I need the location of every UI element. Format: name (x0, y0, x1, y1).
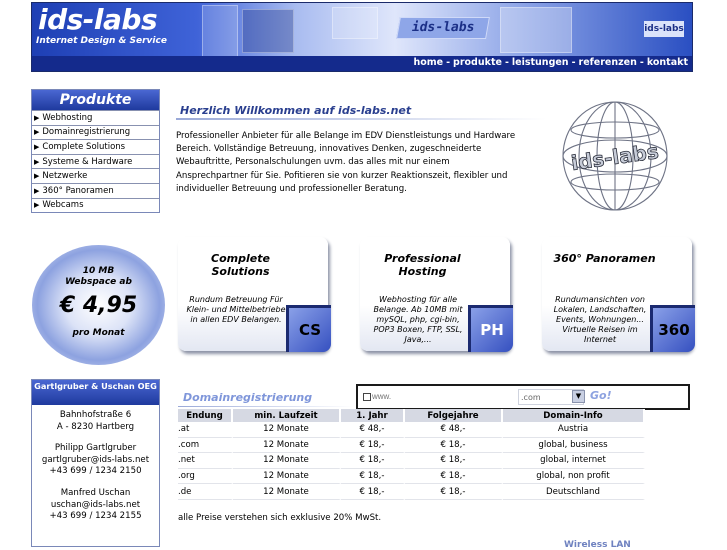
table-row (178, 484, 645, 500)
cell-following-years: € 18,- (405, 438, 503, 454)
product-item-complete-solutions[interactable]: ▶ Complete Solutions (32, 139, 159, 154)
contact-city: A - 8230 Hartberg (56, 421, 135, 432)
nav-separator: - (446, 57, 451, 68)
promo-line1: 10 MB (82, 266, 115, 276)
promo-line2: Webspace ab (65, 277, 132, 287)
cell-term: 12 Monate (233, 438, 341, 454)
nav-separator: - (639, 57, 644, 68)
checkbox-icon[interactable] (363, 393, 371, 401)
contact-name: Manfred Uschan (60, 487, 131, 498)
arrow-right-icon: ▶ (34, 157, 40, 166)
product-item-systeme-hardware[interactable]: ▶ Systeme & Hardware (32, 154, 159, 169)
card-badge: 360 (650, 305, 695, 352)
price-note: alle Preise verstehen sich exklusive 20% MwSt. (178, 513, 382, 523)
contact-details (32, 405, 159, 523)
cell-info: global, business (503, 438, 645, 454)
card-badge: PH (468, 305, 513, 352)
card-title: Complete Solutions (211, 252, 270, 278)
table-row (178, 438, 645, 454)
promo-line3: pro Monat (72, 328, 125, 338)
nav-separator: - (504, 57, 509, 68)
table-header (178, 409, 645, 422)
cell-info: Austria (503, 422, 645, 438)
card-title: 360° Panoramen (553, 252, 656, 265)
card-360-panoramen[interactable] (542, 237, 692, 351)
cell-term: 12 Monate (233, 422, 341, 438)
card-complete-solutions[interactable] (178, 237, 328, 351)
card-badge: CS (286, 305, 331, 352)
globe-label: ids-labs (569, 139, 661, 176)
tld-select[interactable]: .com (518, 389, 584, 405)
cell-term: 12 Monate (233, 484, 341, 500)
card-professional-hosting[interactable] (360, 237, 510, 351)
nav-referenzen[interactable]: referenzen (578, 57, 637, 68)
chevron-down-icon[interactable]: ▼ (572, 390, 585, 403)
card-title: Professional Hosting (384, 252, 461, 278)
nav-leistungen[interactable]: leistungen (511, 57, 569, 68)
nav-kontakt[interactable]: kontakt (646, 57, 688, 68)
product-item-webhosting[interactable]: ▶ Webhosting (32, 110, 159, 125)
site-logo[interactable]: ids-labs (38, 3, 158, 36)
cell-info: Deutschland (503, 484, 645, 500)
banner-graphic (242, 9, 294, 53)
card-text: Webhosting für alle Belange. Ab 10MB mit mySQL, php, cgi-bin, POP3 Boxen, FTP, SSL, Java,... (373, 295, 463, 344)
cell-tld: .com (178, 438, 233, 454)
welcome-title: Herzlich Willkommen auf ids-labs.net (180, 104, 412, 117)
nav-produkte[interactable]: produkte (453, 57, 502, 68)
card-text: Rundum Betreuung Für Klein- und Mittelbetriebe in allen EDV Belangen. (186, 295, 286, 324)
column-header: Domain-Info (503, 409, 645, 422)
card-text: Rundumansichten von Lokalen, Landschaften, Events, Wohnungen... Virtuelle Reisen im Internet (553, 295, 647, 344)
cell-following-years: € 48,- (405, 422, 503, 438)
domain-input[interactable] (372, 389, 512, 403)
cell-tld: .net (178, 453, 233, 469)
divider (178, 406, 353, 407)
cell-first-year: € 18,- (341, 453, 405, 469)
domain-title: Domainregistrierung (183, 391, 313, 404)
arrow-right-icon: ▶ (34, 172, 40, 181)
cell-first-year: € 18,- (341, 438, 405, 454)
cell-first-year: € 48,- (341, 422, 405, 438)
header-banner (31, 2, 693, 72)
wireless-lan-link[interactable]: Wireless LAN (564, 540, 631, 550)
cell-tld: .org (178, 469, 233, 485)
cell-info: global, non profit (503, 469, 645, 485)
banner-graphic (500, 7, 572, 53)
go-button[interactable]: Go! (590, 389, 612, 402)
column-header: min. Laufzeit (233, 409, 341, 422)
cell-following-years: € 18,- (405, 453, 503, 469)
domain-search-form (356, 384, 690, 410)
arrow-right-icon: ▶ (34, 142, 40, 151)
table-row (178, 422, 645, 438)
promo-price: € 4,95 (59, 293, 138, 318)
cell-following-years: € 18,- (405, 469, 503, 485)
products-menu (31, 89, 160, 213)
arrow-right-icon: ▶ (34, 113, 40, 122)
contact-phone: +43 699 / 1234 2155 (49, 511, 142, 522)
top-nav (413, 57, 688, 68)
contact-email[interactable]: gartlgruber@ids-labs.net (41, 454, 150, 465)
nav-home[interactable]: home (413, 57, 444, 68)
top-nav-bar (32, 56, 692, 71)
cell-tld: .de (178, 484, 233, 500)
contact-company: Gartlgruber & Uschan OEG (32, 380, 159, 405)
cell-following-years: € 18,- (405, 484, 503, 500)
cell-term: 12 Monate (233, 469, 341, 485)
product-item-panoramen[interactable]: ▶ 360° Panoramen (32, 183, 159, 198)
globe-logo (560, 98, 670, 216)
product-item-domainregistrierung[interactable]: ▶ Domainregistrierung (32, 125, 159, 140)
contact-email[interactable]: uschan@ids-labs.net (50, 499, 141, 510)
banner-sign: ids-labs (396, 17, 490, 39)
arrow-right-icon: ▶ (34, 128, 40, 137)
contact-phone: +43 699 / 1234 2150 (49, 466, 142, 477)
cell-info: global, internet (503, 453, 645, 469)
product-item-webcams[interactable]: ▶ Webcams (32, 198, 159, 213)
divider (176, 118, 546, 120)
welcome-text: Professioneller Anbieter für alle Belange im EDV Dienstleistungs und Hardware Bereich. Vollständige Betreuung, innovatives Denken, zugeschneiderte Webauftritte, Personalschulungen uvm. das alles mit nur einem Ansprechpartner für Sie. Pofitieren sie von kurzer Reaktionszeit, flexibler und individueller Betreuung und professioneller Beratung. (176, 131, 516, 194)
table-row (178, 469, 645, 485)
contact-name: Philipp Gartlgruber (54, 443, 137, 454)
arrow-right-icon: ▶ (34, 186, 40, 195)
column-header: 1. Jahr (341, 409, 405, 422)
cell-term: 12 Monate (233, 453, 341, 469)
contact-street: Bahnhofstraße 6 (59, 410, 132, 420)
nav-separator: - (571, 57, 576, 68)
domain-price-table (178, 409, 645, 500)
product-item-netzwerke[interactable]: ▶ Netzwerke (32, 168, 159, 183)
column-header: Endung (178, 409, 233, 422)
table-row (178, 453, 645, 469)
banner-graphic (332, 7, 378, 39)
products-title: Produkte (32, 90, 159, 110)
column-header: Folgejahre (405, 409, 503, 422)
cell-first-year: € 18,- (341, 484, 405, 500)
banner-graphic (202, 5, 238, 57)
cell-tld: .at (178, 422, 233, 438)
cell-first-year: € 18,- (341, 469, 405, 485)
contact-box (31, 379, 160, 547)
site-tagline: Internet Design & Service (36, 36, 167, 46)
banner-sign-small: ids-labs (644, 21, 684, 37)
arrow-right-icon: ▶ (34, 201, 40, 210)
